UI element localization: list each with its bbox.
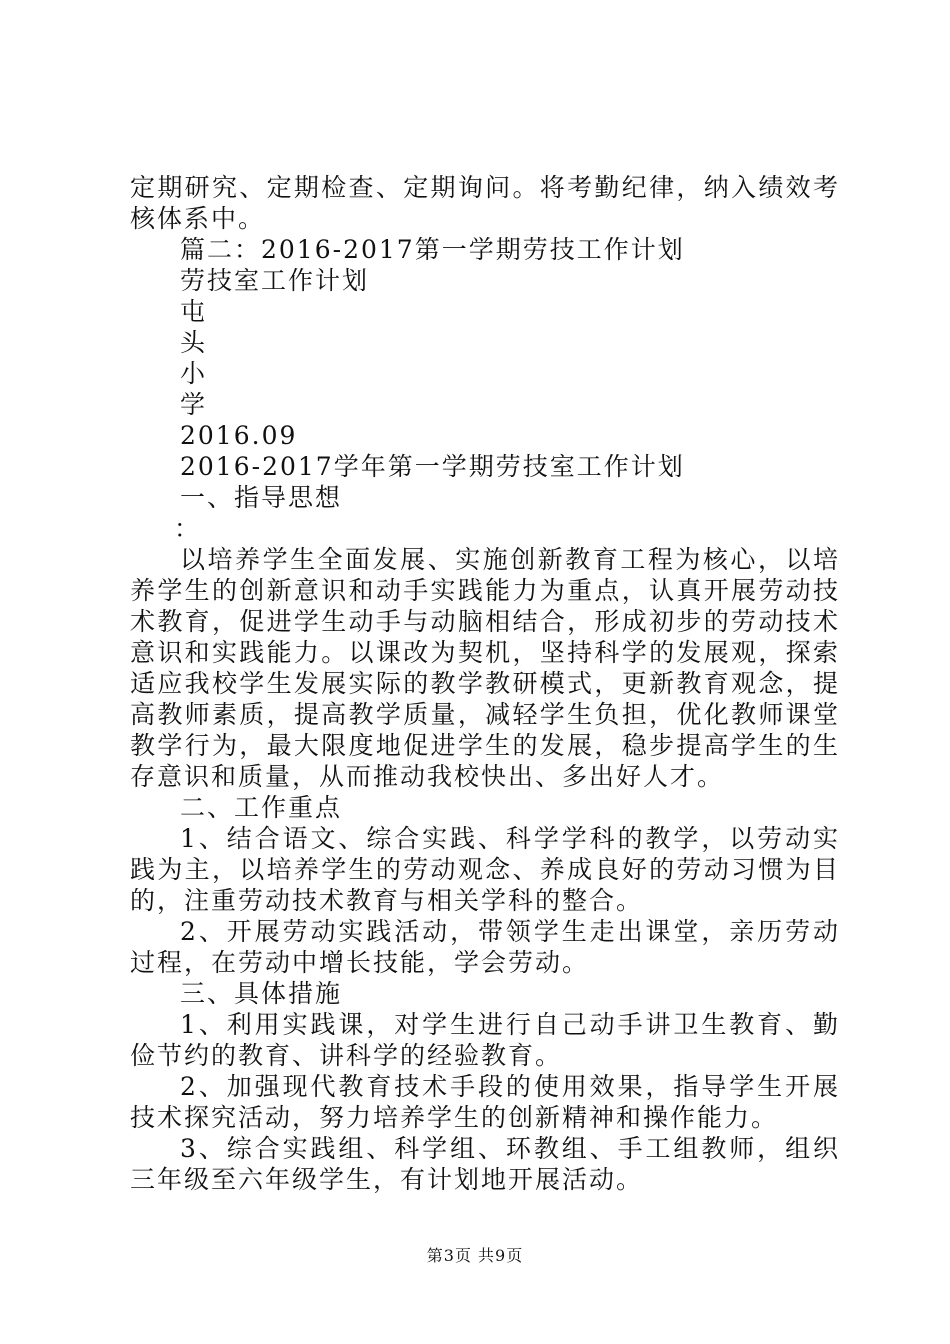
school-name-char: 小 [180,359,208,388]
paragraph-focus-2: 2、开展劳动实践活动，带领学生走出课堂，亲历劳动过程，在劳动中增长技能，学会劳动。 [130,917,840,977]
school-name-char: 学 [180,390,208,419]
plan-date: 2016.09 [180,421,298,450]
paragraph-measure-3: 3、综合实践组、科学组、环教组、手工组教师，组织三年级至六年级学生，有计划地开展活动。 [130,1134,840,1194]
school-name-char: 屯 [180,297,208,326]
paragraph-measure-2: 2、加强现代教育技术手段的使用效果，指导学生开展技术探究活动，努力培养学生的创新精神和操作能力。 [130,1072,840,1132]
paragraph-guiding-thought: 以培养学生全面发展、实施创新教育工程为核心，以培养学生的创新意识和动手实践能力为重点，认真开展劳动技术教育，促进学生动手与动脑相结合，形成初步的劳动技术意识和实践能力。以课改为契机，坚持科学的发展观，探索适应我校学生发展实际的教学教研模式，更新教育观念，提高教师素质，提高教学质量，减轻学生负担，优化教师课堂教学行为，最大限度地促进学生的发展，稳步提高学生的生存意识和质量，从而推动我校快出、多出好人才。 [130,545,840,791]
heading-guiding-thought: 一、指导思想 [180,483,343,512]
document-body [130,172,840,1195]
page-footer: 第3页 共9页 [426,1246,524,1265]
plan-title: 劳技室工作计划 [180,266,370,295]
plan-heading: 2016-2017学年第一学期劳技室工作计划 [180,452,685,481]
paragraph-focus-1: 1、结合语文、综合实践、科学学科的教学，以劳动实践为主，以培养学生的劳动观念、养成良好的劳动习惯为目的，注重劳动技术教育与相关学科的整合。 [130,824,840,915]
heading-measures: 三、具体措施 [180,979,343,1008]
section-title: 篇二：2016-2017第一学期劳技工作计划 [180,235,685,264]
paragraph-continuation: 定期研究、定期检查、定期询问。将考勤纪律，纳入绩效考核体系中。 [130,173,840,233]
paragraph-measure-1: 1、利用实践课，对学生进行自己动手讲卫生教育、勤俭节约的教育、讲科学的经验教育。 [130,1010,840,1070]
school-name-char: 头 [180,328,208,357]
colon-line: ： [174,514,202,543]
heading-work-focus: 二、工作重点 [180,793,343,822]
